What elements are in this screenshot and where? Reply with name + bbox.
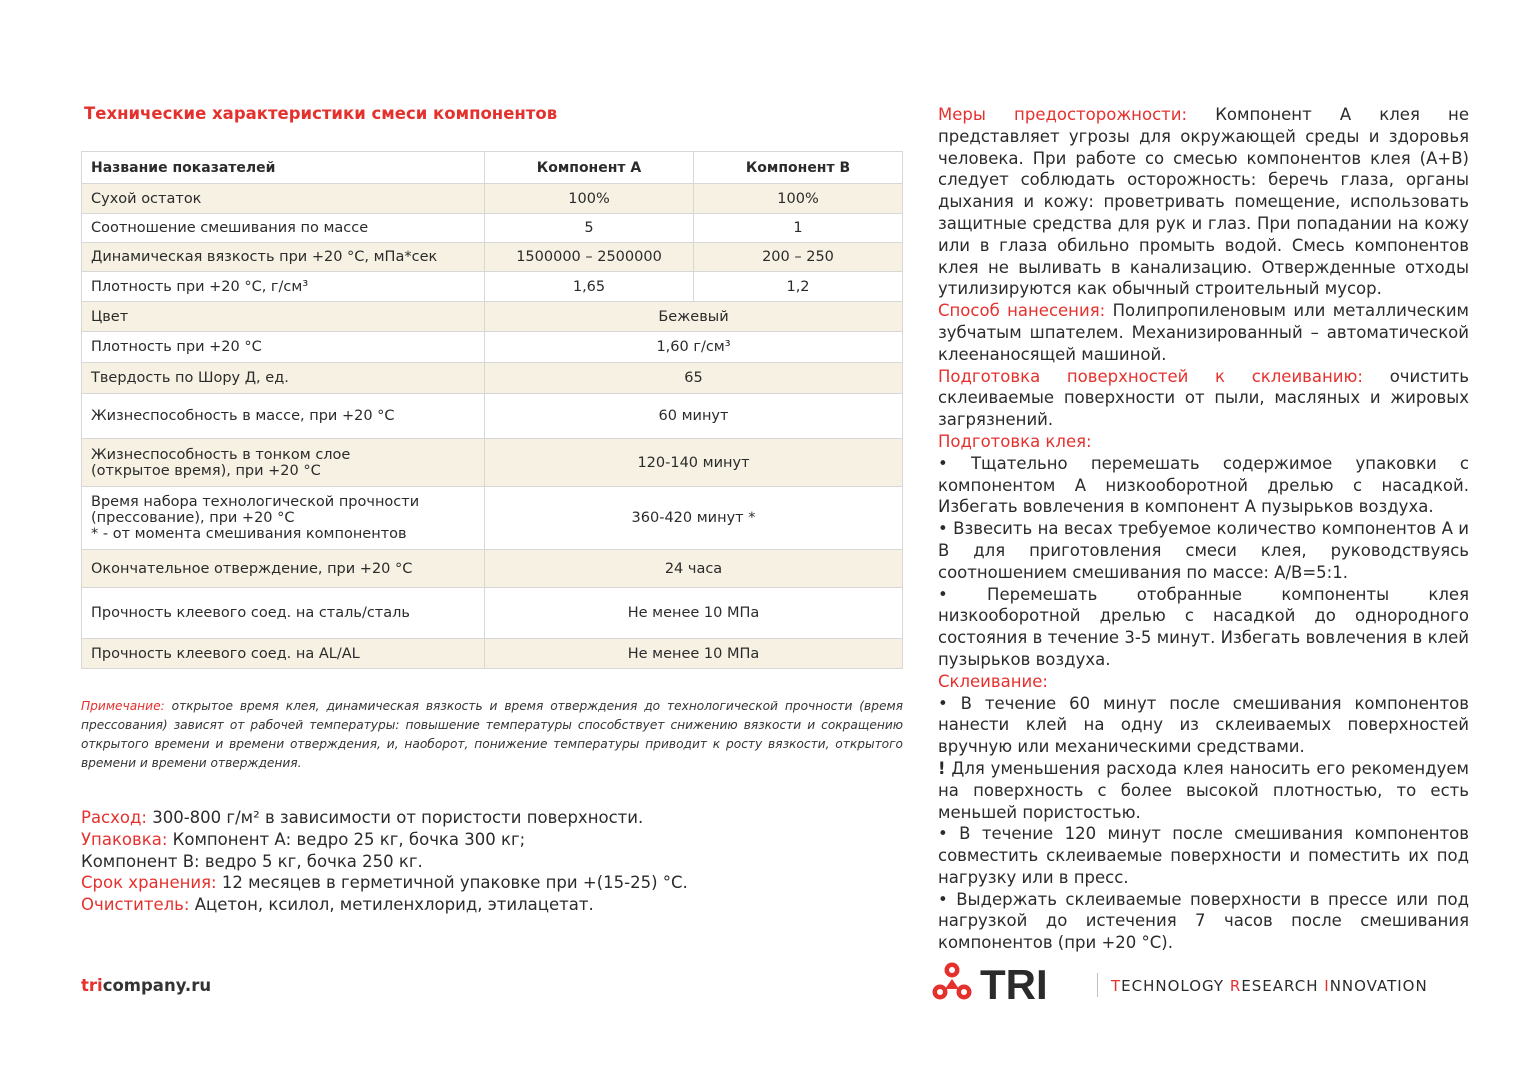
row-name-line: Окончательное отверждение, при +20 °С [91,560,413,577]
cleaner-label: Очиститель: [81,895,190,915]
prep-item: • Перемешать отобранные компоненты клея низкооборотной дрелью с насадкой до однородного состояния в течение 3-5 минут. Избегать вовлечения в клей пузырьков воздуха. [938,584,1469,669]
precautions-label: Меры предосторожности: [938,105,1188,124]
table-title: Технические характеристики смеси компонентов [84,104,558,123]
method-label: Способ нанесения: [938,301,1106,321]
row-name-cell [82,487,485,550]
tagline [1111,977,1428,995]
row-value-merged: Не менее 10 МПа [485,639,903,669]
row-value-component-a: 1500000 – 2500000 [485,243,694,272]
row-value-component-b: 200 – 250 [694,243,903,272]
row-name-cell [82,550,485,588]
table-row [82,394,903,439]
gluing-item: • В течение 120 минут после смешивания компонентов совместить склеиваемые поверхности и поместить их под нагрузку или в пресс. [938,824,1469,887]
row-name-cell [82,332,485,363]
tagline-word-technology: ECHNOLOGY [1121,977,1230,995]
table-row [82,214,903,243]
column-header-name: Название показателей [82,152,485,184]
row-value-component-b: 100% [694,184,903,214]
gluing-warning [938,758,1469,823]
tagline-word-research: ESEARCH [1241,977,1325,995]
row-name-cell [82,439,485,487]
row-name-cell [82,639,485,669]
column-header-component-b: Компонент В [694,152,903,184]
row-value-component-a: 100% [485,184,694,214]
table-row [82,588,903,639]
logo-mark-icon [933,963,972,1000]
table-header-row [82,152,903,184]
surface-text: очистить склеиваемые поверхности от пыли, масляных и жировых загрязнений. [938,366,1470,430]
column-header-component-a: Компонент А [485,152,694,184]
row-name-line: * - от момента смешивания компонентов [91,526,407,542]
consumption-text: 300-800 г/м² в зависимости от пористости поверхности. [152,808,644,827]
row-name-line: Прочность клеевого соед. на AL/AL [91,645,360,662]
table-row [82,302,903,332]
row-name-cell [82,588,485,639]
packaging-line-2: Компонент В: ведро 5 кг, бочка 250 кг. [81,851,423,871]
surface-label: Подготовка поверхностей к склеиванию: [938,366,1363,386]
gluing-item: • В течение 60 минут после смешивания компонентов нанести клей на одну из склеиваемых поверхностей вручную или механическими средствами. [938,693,1469,757]
tagline-initial-i: I [1324,977,1330,995]
gluing-heading: Склеивание: [938,671,1048,691]
note-label: Примечание: [81,699,165,713]
tagline-word-innovation: NNOVATION [1329,977,1428,995]
tri-logo [928,960,1078,1006]
gluing-item: • Выдержать склеиваемые поверхности в прессе или под нагрузкой до истечения 7 часов после смешивания компонентов (при +20 °С). [938,889,1469,953]
tagline-initial-r: R [1229,977,1242,995]
surface-paragraph [938,366,1469,431]
row-name-line: (прессование), при +20 °С [91,510,295,526]
row-value-component-b: 1 [694,214,903,243]
table-row [82,184,903,214]
row-value-merged: 60 минут [485,394,903,439]
consumption-line [81,807,688,829]
row-value-merged: 65 [485,363,903,394]
row-name-line: (открытое время), при +20 °С [91,462,321,479]
note-text: открытое время клея, динамическая вязкость и время отверждения до технологической прочности (время прессования) зависят от рабочей температуры: повышение температуры способствует снижению вязкости и сокращению открытого времени и времени отверждения, и, наоборот, понижение температуры приводит к росту вязкости, открытого времени и времени отверждения. [81,699,904,770]
row-name-cell [82,214,485,243]
logo-divider [1097,973,1098,997]
row-value-component-a: 1,65 [485,272,694,302]
instructions-column [938,104,1469,954]
packaging-line [81,829,688,851]
prep-heading: Подготовка клея: [938,431,1092,451]
row-value-merged: 120-140 минут [485,439,903,487]
row-name-line: Жизнеспособность в тонком слое [91,446,351,463]
row-name-cell [82,243,485,272]
row-value-merged: 360-420 минут * [485,487,903,550]
website-prefix: tri [81,976,103,995]
packaging-text: Компонент А: ведро 25 кг, бочка 300 кг; [172,829,526,849]
row-name-line: Твердость по Шору Д, ед. [91,370,289,386]
row-name-line: Прочность клеевого соед. на сталь/сталь [91,605,410,621]
table-row [82,363,903,394]
website-link[interactable] [81,976,211,995]
warning-mark: ! [938,758,946,778]
logo-text: TRI [980,961,1048,1006]
prep-item: • Тщательно перемешать содержимое упаковки с компонентом А низкооборотной дрелью с насадкой. Избегать вовлечения в компонент А пузырьков воздуха. [938,453,1469,517]
row-name-line: Соотношение смешивания по массе [91,220,369,236]
method-paragraph [938,300,1469,365]
usage-info [81,807,688,916]
method-text: Полипропиленовым или металлическим зубчатым шпателем. Механизированный – автоматической клеенаносящей машиной. [938,301,1469,364]
storage-line [81,872,688,894]
table-row [82,332,903,363]
row-value-merged: 24 часа [485,550,903,588]
consumption-label: Расход: [81,808,147,827]
row-name-line: Время набора технологической прочности [91,494,420,510]
storage-text: 12 месяцев в герметичной упаковке при +(15-25) °С. [221,873,688,893]
row-value-component-a: 5 [485,214,694,243]
tagline-initial-t: T [1111,977,1122,995]
row-name-line: Динамическая вязкость при +20 °С, мПа*сек [91,249,438,265]
row-name-line: Плотность при +20 °С, г/см³ [91,278,309,295]
table-row [82,639,903,669]
row-name-cell [82,272,485,302]
row-name-line: Жизнеспособность в массе, при +20 °С [91,408,395,424]
cleaner-text: Ацетон, ксилол, метиленхлорид, этилацетат. [194,895,594,915]
row-value-merged: Бежевый [485,302,903,332]
row-name-cell [82,363,485,394]
precautions-paragraph [938,104,1469,300]
row-value-merged: Не менее 10 МПа [485,588,903,639]
row-name-line: Сухой остаток [91,190,202,207]
precautions-text: Компонент А клея не представляет угрозы для окружающей среды и здоровья человека. При работе со смесью компонентов клея (А+В) следует соблюдать осторожность: беречь глаза, органы дыхания и кожу: проветривать помещение, использовать защитные средства для рук и глаз. При попадании на кожу или в глаза обильно промыть водой. Смесь компонентов клея не выливать в канализацию. Отвержденные отходы утилизируются как обычный строительный мусор. [938,105,1469,299]
row-name-cell [82,394,485,439]
table-row [82,550,903,588]
storage-label: Срок хранения: [81,873,217,893]
table-row [82,243,903,272]
table-row [82,272,903,302]
table-body [82,184,903,669]
cleaner-line [81,894,688,916]
table-row [82,487,903,550]
gluing-warning-text: Для уменьшения расхода клея наносить его рекомендуем на поверхность с более высокой плотностью, то есть меньшей пористостью. [938,758,1469,822]
website-rest: company.ru [102,976,212,995]
row-value-merged: 1,60 г/см³ [485,332,903,363]
row-name-line: Цвет [91,308,129,325]
packaging-label: Упаковка: [81,829,168,849]
row-value-component-b: 1,2 [694,272,903,302]
row-name-cell [82,302,485,332]
row-name-line: Плотность при +20 °С [91,339,262,355]
table-row [82,439,903,487]
spec-table [81,151,903,669]
row-name-cell [82,184,485,214]
prep-item: • Взвесить на весах требуемое количество компонентов А и В для приготовления смеси клея, руководствуясь соотношением смешивания по массе: А/В=5:1. [938,519,1469,582]
note [81,697,903,773]
